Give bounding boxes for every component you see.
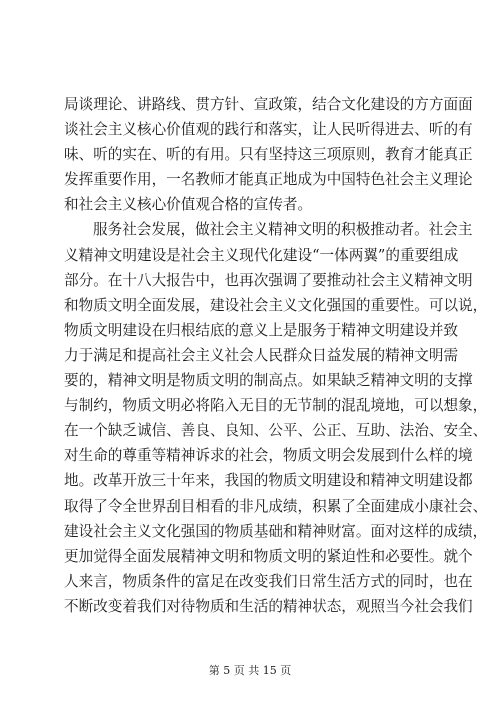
page-footer: 第 5 页 共 15 页: [208, 664, 292, 677]
text-line: 发挥重要作用，一名教师才能真正地成为中国特色社会主义理论: [64, 171, 473, 189]
text-line: 不断改变着我们对待物质和生活的精神状态，观照当今社会我们: [64, 597, 473, 615]
text-line: 力于满足和提高社会主义社会人民群众日益发展的精神文明需: [64, 346, 459, 364]
text-line: 取得了令全世界刮目相看的非凡成绩，积累了全面建成小康社会、: [64, 497, 488, 515]
text-line: 人来言，物质条件的富足在改变我们日常生活方式的同时，也在: [64, 572, 473, 590]
text-line: 味、听的实在、听的有用。只有坚持这三项原则，教育才能真正: [64, 146, 473, 164]
text-line: 谈社会主义核心价值观的践行和落实，让人民听得进去、听的有: [64, 121, 473, 139]
text-line: 物质文明建设在归根结底的意义上是服务于精神文明建设并致: [64, 321, 459, 339]
text-line: 建设社会主义文化强国的物质基础和精神财富。面对这样的成绩，: [64, 522, 488, 540]
text-line: 部分。在十八大报告中，也再次强调了要推动社会主义精神文明: [64, 271, 473, 289]
text-line: 服务社会发展，做社会主义精神文明的积极推动者。社会主: [93, 221, 473, 239]
text-line: 要的，精神文明是物质文明的制高点。如果缺乏精神文明的支撑: [64, 372, 473, 390]
text-line: 对生命的尊重等精神诉求的社会，物质文明会发展到什么样的境: [64, 447, 473, 465]
text-line: 和物质文明全面发展，建设社会主义文化强国的重要性。可以说，: [64, 296, 488, 314]
text-line: 更加觉得全面发展精神文明和物质文明的紧迫性和必要性。就个: [64, 547, 473, 565]
text-line: 义精神文明建设是社会主义现代化建设“一体两翼”的重要组成: [64, 246, 459, 264]
body-text: [64, 92, 488, 619]
text-line: 与制约，物质文明必将陷入无目的无节制的混乱境地，可以想象，: [64, 397, 488, 415]
text-line: 和社会主义核心价值观合格的宣传者。: [64, 196, 313, 214]
text-line: 在一个缺乏诚信、善良、良知、公平、公正、互助、法治、安全、: [64, 422, 488, 440]
text-line: 地。改革开放三十年来，我国的物质文明建设和精神文明建设都: [64, 472, 473, 490]
text-line: 局谈理论、讲路线、贯方针、宣政策，结合文化建设的方方面面: [64, 96, 473, 113]
